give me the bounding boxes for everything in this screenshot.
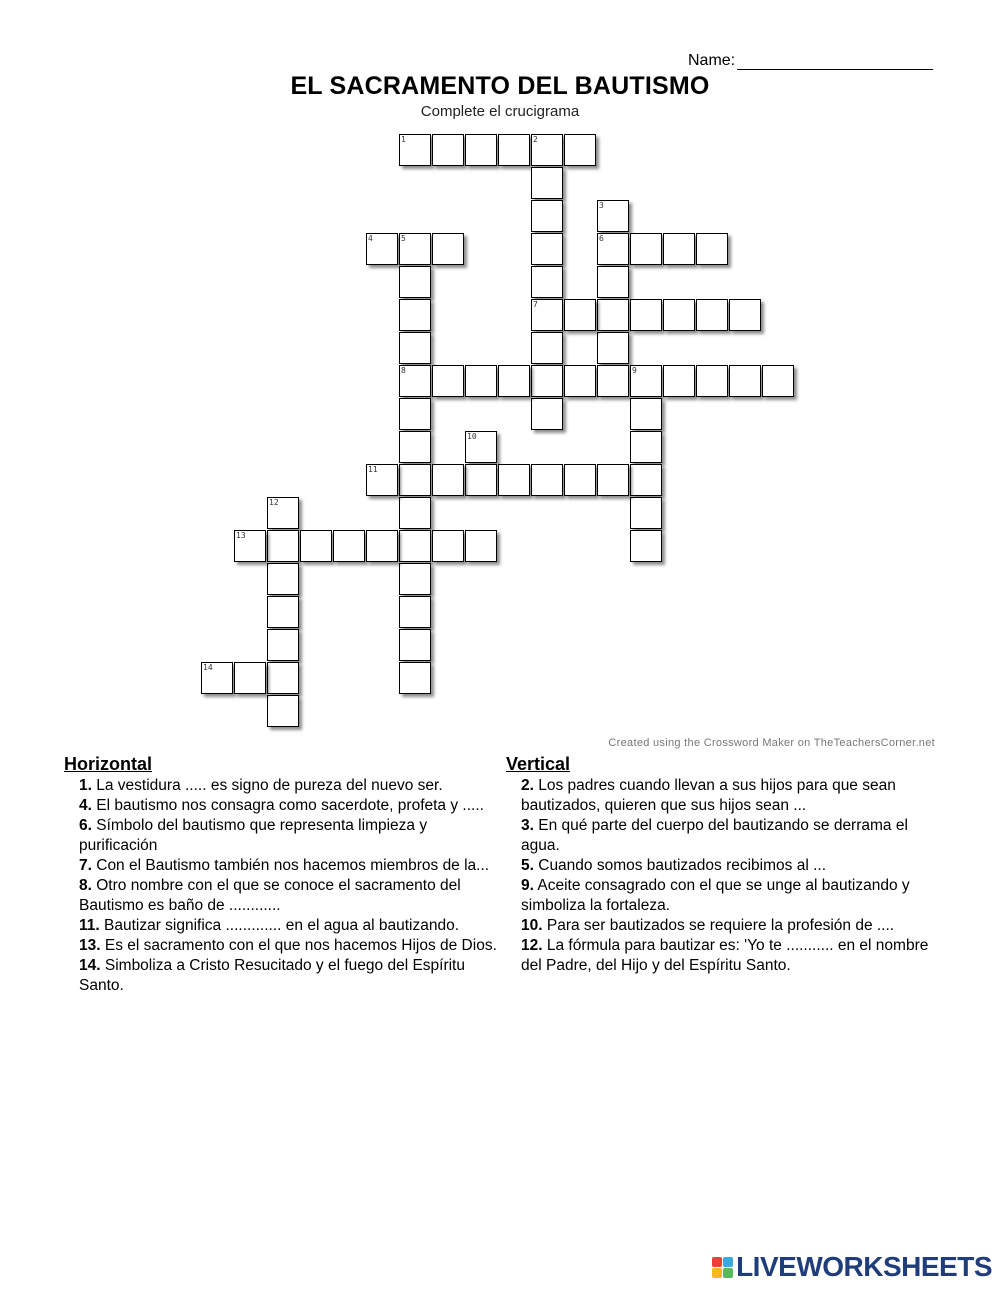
- crossword-cell[interactable]: [498, 365, 530, 397]
- crossword-cell[interactable]: [399, 266, 431, 298]
- crossword-cell[interactable]: [432, 530, 464, 562]
- clue-item-number: 2.: [521, 777, 534, 794]
- clue-item: [79, 776, 504, 796]
- clue-number: 6: [599, 234, 604, 243]
- clue-item-number: 9.: [521, 877, 534, 894]
- crossword-cell[interactable]: [696, 365, 728, 397]
- clue-item: [79, 856, 504, 876]
- down-heading: Vertical: [506, 754, 571, 774]
- crossword-cell[interactable]: [531, 464, 563, 496]
- crossword-cell[interactable]: [531, 167, 563, 199]
- crossword-cell[interactable]: [597, 464, 629, 496]
- clue-number: 8: [401, 366, 406, 375]
- clue-item: [79, 796, 504, 816]
- clue-number: 13: [236, 531, 246, 540]
- logo-tile: [723, 1257, 733, 1267]
- clue-item: [521, 936, 946, 976]
- crossword-cell[interactable]: [531, 365, 563, 397]
- credit-text: Created using the Crossword Maker on TheTeachersCorner.net: [608, 737, 935, 749]
- crossword-cell[interactable]: [729, 299, 761, 331]
- crossword-cell[interactable]: [267, 596, 299, 628]
- page-subtitle: Complete el crucigrama: [420, 103, 580, 120]
- crossword-cell[interactable]: [531, 266, 563, 298]
- clue-number: 12: [269, 498, 279, 507]
- clue-item-number: 10.: [521, 917, 543, 934]
- crossword-cell[interactable]: [630, 299, 662, 331]
- clue-number: 2: [533, 135, 538, 144]
- crossword-cell[interactable]: [597, 365, 629, 397]
- crossword-cell[interactable]: [564, 365, 596, 397]
- clue-item-text: Para ser bautizados se requiere la profesión de ....: [542, 917, 895, 934]
- crossword-cell[interactable]: [498, 134, 530, 166]
- clue-item: [521, 816, 946, 856]
- clue-item: [521, 776, 946, 816]
- clue-item-number: 11.: [79, 917, 100, 934]
- crossword-cell[interactable]: [531, 332, 563, 364]
- crossword-cell[interactable]: [630, 233, 662, 265]
- clue-item-number: 13.: [79, 937, 101, 954]
- crossword-cell[interactable]: [399, 332, 431, 364]
- crossword-cell[interactable]: [399, 629, 431, 661]
- crossword-cell[interactable]: [366, 530, 398, 562]
- crossword-cell[interactable]: [465, 464, 497, 496]
- logo-text: LIVEWORKSHEETS: [736, 1251, 992, 1282]
- clue-item-number: 5.: [521, 857, 534, 874]
- clue-item-number: 8.: [79, 877, 92, 894]
- page-title: EL SACRAMENTO DEL BAUTISMO: [290, 72, 710, 100]
- crossword-cell[interactable]: [465, 530, 497, 562]
- clue-item-text: Otro nombre con el que se conoce el sacramento del Bautismo es baño de ............: [79, 877, 461, 914]
- clue-item-text: Con el Bautismo también nos hacemos miembros de la...: [91, 857, 490, 874]
- clue-number: 3: [599, 201, 604, 210]
- crossword-cell[interactable]: [234, 662, 266, 694]
- clue-item-text: Aceite consagrado con el que se unge al bautizando y simboliza la fortaleza.: [521, 877, 910, 914]
- clue-item: [521, 856, 946, 876]
- crossword-cell[interactable]: [696, 299, 728, 331]
- crossword-cell[interactable]: [564, 134, 596, 166]
- clue-item: [79, 936, 504, 956]
- clue-item-number: 4.: [79, 797, 92, 814]
- crossword-cell[interactable]: [531, 200, 563, 232]
- crossword-cell[interactable]: [663, 299, 695, 331]
- crossword-cell[interactable]: [597, 299, 629, 331]
- clue-number: 1: [401, 135, 406, 144]
- crossword-cell[interactable]: [597, 332, 629, 364]
- crossword-cell[interactable]: [630, 431, 662, 463]
- crossword-cell[interactable]: [663, 233, 695, 265]
- clue-item-text: El bautismo nos consagra como sacerdote, profeta y .....: [91, 797, 484, 814]
- crossword-cell[interactable]: [267, 662, 299, 694]
- crossword-cell[interactable]: [432, 464, 464, 496]
- crossword-cell[interactable]: [465, 365, 497, 397]
- crossword-cell[interactable]: [432, 365, 464, 397]
- clue-number: 9: [632, 366, 637, 375]
- crossword-cell[interactable]: [399, 464, 431, 496]
- crossword-cell[interactable]: [696, 233, 728, 265]
- clue-item: [79, 816, 504, 856]
- clue-item-text: Los padres cuando llevan a sus hijos para que sean bautizados, quieren que sus hijos sean ...: [521, 777, 896, 814]
- down-clues: [506, 754, 946, 976]
- clue-item: [79, 876, 504, 916]
- clue-item-text: En qué parte del cuerpo del bautizando se derrama el agua.: [521, 817, 908, 854]
- clue-item-text: Simboliza a Cristo Resucitado y el fuego del Espíritu Santo.: [79, 957, 465, 994]
- logo-tile: [712, 1268, 722, 1278]
- crossword-cell[interactable]: [630, 464, 662, 496]
- crossword-cell[interactable]: [597, 266, 629, 298]
- clue-number: 5: [401, 234, 406, 243]
- clue-item: [79, 956, 504, 996]
- clue-item-number: 3.: [521, 817, 534, 834]
- crossword-cell[interactable]: [564, 299, 596, 331]
- name-blank[interactable]: [737, 53, 933, 70]
- clue-item-number: 1.: [79, 777, 92, 794]
- clue-number: 4: [368, 234, 373, 243]
- liveworksheets-logo: [712, 1251, 992, 1283]
- across-heading: Horizontal: [64, 754, 152, 774]
- clue-number: 11: [368, 465, 378, 474]
- crossword-cell[interactable]: [399, 299, 431, 331]
- clue-item-text: Cuando somos bautizados recibimos al ...: [533, 857, 827, 874]
- clue-number: 7: [533, 300, 538, 309]
- clue-item-text: La vestidura ..... es signo de pureza del nuevo ser.: [91, 777, 443, 794]
- clue-item: [521, 876, 946, 916]
- crossword-cell[interactable]: [267, 695, 299, 727]
- crossword-cell[interactable]: [399, 596, 431, 628]
- crossword-cell[interactable]: [432, 233, 464, 265]
- crossword-cell[interactable]: [399, 497, 431, 529]
- clue-item-text: Bautizar significa ............. en el agua al bautizando.: [99, 917, 459, 934]
- crossword-cell[interactable]: [630, 497, 662, 529]
- logo-tile: [723, 1268, 733, 1278]
- clue-item: [79, 916, 504, 936]
- crossword-cell[interactable]: [399, 431, 431, 463]
- crossword-cell[interactable]: [564, 464, 596, 496]
- crossword-cell[interactable]: [267, 563, 299, 595]
- crossword-cell[interactable]: [300, 530, 332, 562]
- logo-tile: [712, 1257, 722, 1267]
- crossword-cell[interactable]: [267, 629, 299, 661]
- clue-item-number: 12.: [521, 937, 543, 954]
- crossword-cell[interactable]: [267, 530, 299, 562]
- crossword-cell[interactable]: [432, 134, 464, 166]
- clue-item-number: 14.: [79, 957, 101, 974]
- clue-item-number: 7.: [79, 857, 92, 874]
- crossword-cell[interactable]: [399, 530, 431, 562]
- crossword-cell[interactable]: [465, 134, 497, 166]
- clue-number: 10: [467, 432, 477, 441]
- clue-number: 14: [203, 663, 213, 672]
- across-clues: [64, 754, 504, 996]
- name-label: Name:: [688, 52, 736, 69]
- logo-tiles: [712, 1257, 733, 1278]
- crossword-cell[interactable]: [762, 365, 794, 397]
- crossword-cell[interactable]: [531, 233, 563, 265]
- crossword-cell[interactable]: [498, 464, 530, 496]
- crossword-cell[interactable]: [531, 398, 563, 430]
- crossword-cell[interactable]: [399, 398, 431, 430]
- clue-item-number: 6.: [79, 817, 92, 834]
- crossword-cell[interactable]: [630, 530, 662, 562]
- crossword-cell[interactable]: [630, 398, 662, 430]
- clue-item: [521, 916, 946, 936]
- name-field: [688, 52, 933, 70]
- clue-item-text: Símbolo del bautismo que representa limpieza y purificación: [79, 817, 428, 854]
- crossword-cell[interactable]: [399, 563, 431, 595]
- clue-item-text: La fórmula para bautizar es: 'Yo te ........... en el nombre del Padre, del Hijo y del Espíritu Santo.: [521, 937, 929, 974]
- crossword-cell[interactable]: [729, 365, 761, 397]
- crossword-cell[interactable]: [663, 365, 695, 397]
- crossword-cell[interactable]: [399, 662, 431, 694]
- crossword-cell[interactable]: [333, 530, 365, 562]
- clue-item-text: Es el sacramento con el que nos hacemos Hijos de Dios.: [100, 937, 497, 954]
